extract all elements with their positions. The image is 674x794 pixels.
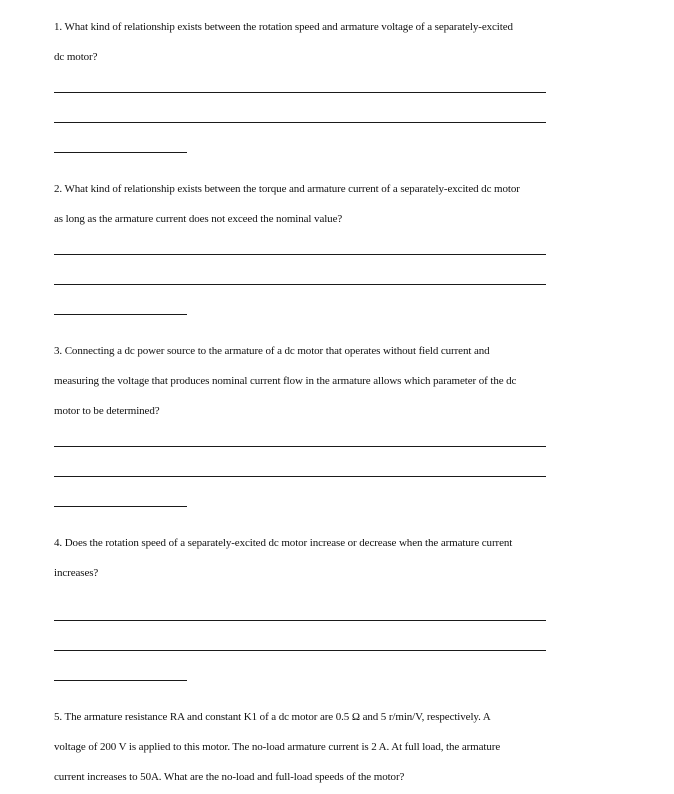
question-1-text-line-2: dc motor?	[54, 51, 98, 63]
question-5-text-line-1: 5. The armature resistance RA and constant K1 of a dc motor are 0.5 Ω and 5 r/min/V, respectively. A	[54, 711, 491, 723]
question-5-text-line-3: current increases to 50A. What are the no-load and full-load speeds of the motor?	[54, 771, 405, 783]
question-3-text-line-1: 3. Connecting a dc power source to the armature of a dc motor that operates without field current and	[54, 345, 490, 357]
question-1-text-line-1: 1. What kind of relationship exists between the rotation speed and armature voltage of a separately-excited	[54, 21, 513, 33]
answer-line	[54, 680, 187, 681]
answer-line	[54, 650, 546, 651]
answer-line	[54, 476, 546, 477]
answer-line	[54, 506, 187, 507]
question-5-text-line-2: voltage of 200 V is applied to this motor. The no-load armature current is 2 A. At full load, the armature	[54, 741, 501, 753]
question-2-text-line-1: 2. What kind of relationship exists between the torque and armature current of a separately-excited dc motor	[54, 183, 520, 195]
answer-line	[54, 284, 546, 285]
answer-line	[54, 122, 546, 123]
answer-line	[54, 254, 546, 255]
answer-line	[54, 152, 187, 153]
answer-line	[54, 446, 546, 447]
answer-line	[54, 620, 546, 621]
question-3-text-line-3: motor to be determined?	[54, 405, 160, 417]
question-3-text-line-2: measuring the voltage that produces nominal current flow in the armature allows which parameter of the dc	[54, 375, 517, 387]
answer-line	[54, 92, 546, 93]
question-2-text-line-2: as long as the armature current does not exceed the nominal value?	[54, 213, 343, 225]
answer-line	[54, 314, 187, 315]
question-4-text-line-1: 4. Does the rotation speed of a separately-excited dc motor increase or decrease when the armature current	[54, 537, 513, 549]
question-4-text-line-2: increases?	[54, 567, 99, 579]
